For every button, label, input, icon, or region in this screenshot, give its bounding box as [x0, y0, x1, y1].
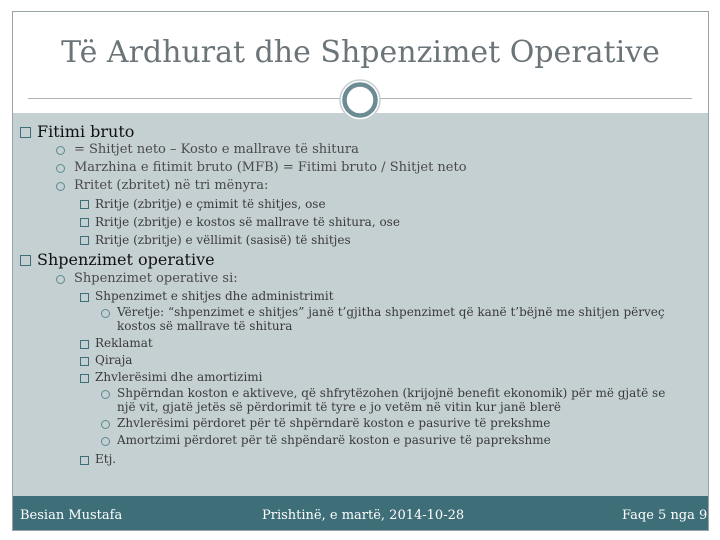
slide-frame [12, 11, 709, 531]
list-item: Rritje (zbritje) e vëllimit (sasisë) të shitjes [95, 233, 351, 247]
heading-fitimi-bruto: Fitimi bruto [37, 122, 135, 141]
slide-title: Të Ardhurat dhe Shpenzimet Operative [61, 35, 660, 70]
list-item: Shpenzimet operative si: [74, 271, 238, 286]
list-item: Rritje (zbritje) e kostos së mallrave të shitura, ose [95, 215, 400, 229]
list-item: Rritje (zbritje) e çmimit të shitjes, ose [95, 197, 326, 211]
footer-page-number: Faqe 5 nga 9 [622, 508, 708, 523]
list-item: Vëretje: “shpenzimet e shitjes” janë t’gjitha shpenzimet që kanë t’bëjnë me shitjen përveç [117, 305, 665, 319]
list-item: Amortzimi përdoret për të shpëndarë koston e pasurive të paprekshme [117, 433, 551, 447]
list-item: Marzhina e fitimit bruto (MFB) = Fitimi bruto / Shitjet neto [74, 160, 467, 175]
list-item: Shpenzimet e shitjes dhe administrimit [95, 289, 334, 303]
list-item-continuation: kostos së mallrave të shitura [117, 319, 293, 333]
list-item-continuation: një vit, gjatë jetës së përdorimit të tyre e jo vetëm në vitin kur janë blerë [117, 400, 562, 414]
list-item: = Shitjet neto – Kosto e mallrave të shitura [74, 142, 359, 157]
list-item: Qiraja [95, 353, 133, 367]
list-item: Zhvlerësimi përdoret për të shpërndarë koston e pasurive të prekshme [117, 416, 551, 430]
list-item: Reklamat [95, 336, 153, 350]
footer-author: Besian Mustafa [20, 508, 123, 523]
list-item: Shpërndan koston e aktiveve, që shfrytëzohen (krijojnë benefit ekonomik) për më gjatë se [117, 386, 666, 400]
footer-date: Prishtinë, e martë, 2014-10-28 [262, 508, 465, 523]
list-item: Zhvlerësimi dhe amortizimi [95, 370, 263, 384]
heading-shpenzimet-operative: Shpenzimet operative [37, 250, 215, 269]
list-item: Etj. [95, 452, 117, 466]
list-item: Rritet (zbritet) në tri mënyra: [74, 178, 269, 193]
